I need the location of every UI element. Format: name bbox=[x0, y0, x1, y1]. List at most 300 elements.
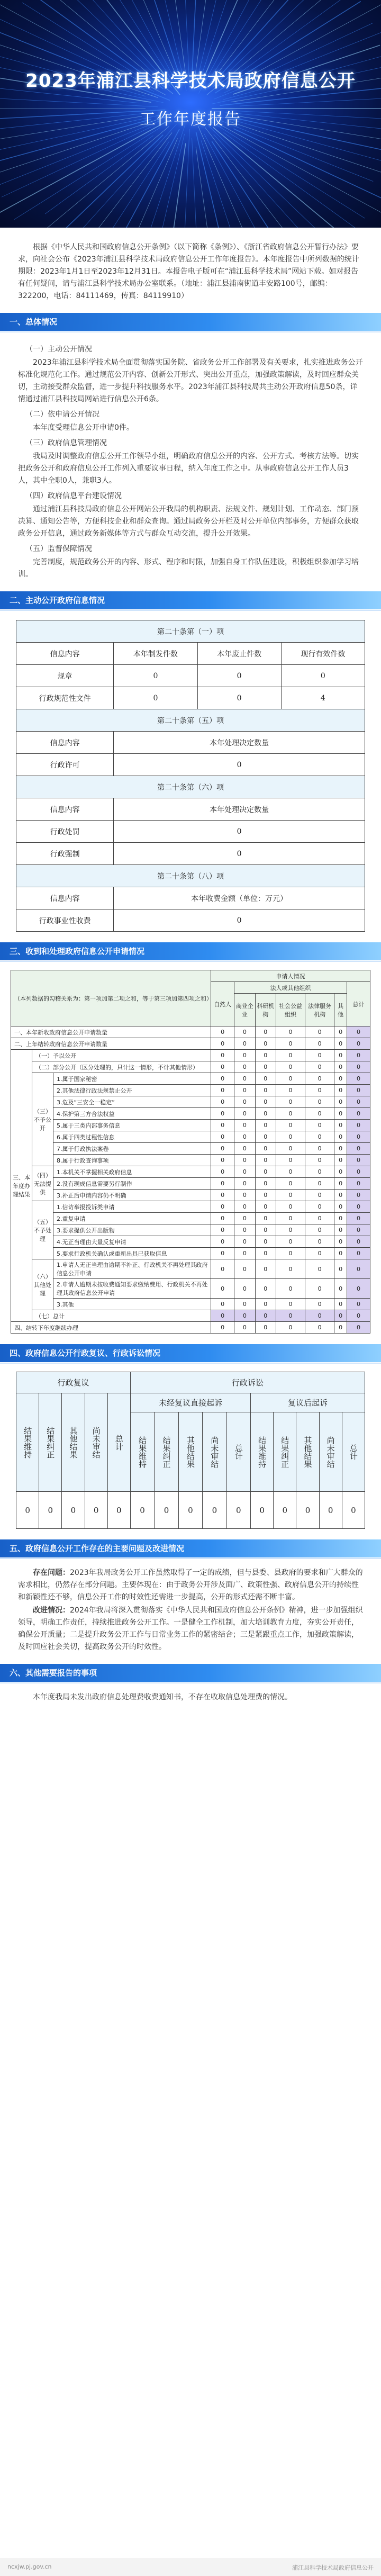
table-cell: 0 bbox=[234, 1166, 255, 1178]
column-header: 总计 bbox=[226, 1412, 250, 1492]
table-heading: 第二十条第（五）项 bbox=[16, 709, 365, 732]
column-header: 复议后起诉 bbox=[251, 1393, 365, 1412]
column-header: 本年处理决定数量 bbox=[114, 732, 365, 754]
section-title-other: 六、其他需要报告的事项 bbox=[0, 1664, 381, 1682]
light-ray bbox=[82, 132, 172, 228]
group-label: （四）无法提供 bbox=[32, 1166, 53, 1201]
table-cell: 0 bbox=[305, 1143, 334, 1155]
table-cell: 0 bbox=[305, 1248, 334, 1259]
table-cell: 0 bbox=[211, 1131, 234, 1143]
table-row bbox=[11, 1073, 370, 1085]
light-ray bbox=[214, 134, 310, 228]
row-label: 行政强制 bbox=[16, 843, 114, 865]
column-header: 其他结果 bbox=[178, 1412, 202, 1492]
footer-org: 浦江县科学技术局政府信息公开 bbox=[292, 2564, 374, 2571]
column-header: 其他 bbox=[334, 994, 347, 1026]
table-cell: 0 bbox=[255, 1155, 276, 1166]
table-cell: 0 bbox=[234, 1085, 255, 1096]
table-heading: 第二十条第（八）项 bbox=[16, 865, 365, 887]
table-cell: 0 bbox=[211, 1166, 234, 1178]
column-header: 结果维持 bbox=[251, 1412, 274, 1492]
table-cell: 0 bbox=[305, 1038, 334, 1050]
table-cell: 0 bbox=[234, 1213, 255, 1224]
table-cell: 0 bbox=[305, 1178, 334, 1190]
problems-lead: 存在问题： bbox=[33, 1569, 70, 1577]
column-header: 其他结果 bbox=[62, 1393, 85, 1492]
column-header: 现行有效件数 bbox=[281, 643, 365, 665]
table-cell: 0 bbox=[305, 1236, 334, 1248]
table-cell: 0 bbox=[234, 1096, 255, 1108]
table-cell: 0 bbox=[276, 1096, 305, 1108]
column-header: 本年处理决定数量 bbox=[114, 798, 365, 821]
table-cell: 0 bbox=[211, 1050, 234, 1061]
overview-paragraph: 通过浦江县科技局政府信息公开网站公开我局的机构职责、法规文件、规划计划、工作动态、部门预决算、通知公告等，方便科技企业和群众查询。通过局政务公开栏及时公开单位内部事务，方便群众获取政务公开信息，通过政务新媒体等方式与群众互动交流，提升公开效果。 bbox=[18, 505, 359, 538]
table-cell: 0 bbox=[211, 1322, 234, 1334]
table-cell: 0 bbox=[211, 1026, 234, 1038]
column-header: 结果维持 bbox=[16, 1393, 39, 1492]
table-cell: 0 bbox=[347, 1166, 370, 1178]
table-cell: 0 bbox=[334, 1201, 347, 1213]
table-cell: 0 bbox=[305, 1213, 334, 1224]
table-row bbox=[11, 1143, 370, 1155]
table-cell: 0 bbox=[305, 1073, 334, 1085]
column-header: 结果纠正 bbox=[155, 1412, 178, 1492]
table-cell: 0 bbox=[305, 1050, 334, 1061]
row-label: 1.本机关不掌握相关政府信息 bbox=[53, 1166, 211, 1178]
table-cell: 0 bbox=[347, 1050, 370, 1061]
section-title-applications: 三、收到和处理政府信息公开申请情况 bbox=[0, 942, 381, 960]
table-cell: 0 bbox=[334, 1143, 347, 1155]
table-cell: 0 bbox=[211, 1224, 234, 1236]
table-cell: 0 bbox=[347, 1299, 370, 1310]
problems-body bbox=[0, 1557, 381, 1653]
table-row bbox=[11, 1155, 370, 1166]
table-cell: 0 bbox=[114, 665, 197, 687]
table-row bbox=[11, 1190, 370, 1201]
table-cell: 0 bbox=[347, 1085, 370, 1096]
row-label: 3.其他 bbox=[53, 1299, 211, 1310]
table-cell: 0 bbox=[347, 1201, 370, 1213]
table-cell: 0 bbox=[334, 1108, 347, 1120]
section-overview bbox=[0, 313, 381, 581]
table-cell: 0 bbox=[211, 1120, 234, 1131]
row-label: 3.补正后申请内容仍不明确 bbox=[53, 1190, 211, 1201]
table-cell: 0 bbox=[39, 1492, 62, 1529]
table-row bbox=[11, 1131, 370, 1143]
table-cell: 0 bbox=[234, 1178, 255, 1190]
table-cell: 0 bbox=[305, 1120, 334, 1131]
row-label: 2.重复申请 bbox=[53, 1213, 211, 1224]
table-cell: 0 bbox=[234, 1026, 255, 1038]
table-row bbox=[16, 665, 365, 687]
overview-subheading: （五）监督保障情况 bbox=[25, 545, 92, 553]
table-cell: 0 bbox=[347, 1038, 370, 1050]
table-cell: 0 bbox=[255, 1248, 276, 1259]
light-ray bbox=[32, 127, 169, 228]
overview-paragraph: 2023年浦江县科学技术局全面贯彻落实国务院、省政务公开工作部署及有关要求，扎实推进政务公开标准化规范化工作。通过规范公开内容、创新公开形式、突出公开重点，加强政策解读，及时回应群众关切，主动接受群众监督，进一步提升科技服务水平。2023年浦江县科技局共主动公开政府信息50条，详情通过浦江县科技局网站进行信息公开6条。 bbox=[18, 358, 363, 403]
table-cell: 0 bbox=[305, 1026, 334, 1038]
table-cell: 0 bbox=[274, 1492, 296, 1529]
table-cell: 0 bbox=[334, 1178, 347, 1190]
table-cell: 0 bbox=[234, 1310, 255, 1322]
table-row bbox=[16, 909, 365, 932]
table-cell: 0 bbox=[114, 909, 365, 932]
page-subtitle: 工作年度报告 bbox=[140, 110, 241, 129]
table-cell: 0 bbox=[334, 1061, 347, 1073]
table-cell: 0 bbox=[334, 1279, 347, 1299]
row-label: 8.属于行政查询事项 bbox=[53, 1155, 211, 1166]
table-cell: 0 bbox=[226, 1492, 250, 1529]
table-cell: 0 bbox=[276, 1322, 305, 1334]
table-cell: 0 bbox=[211, 1213, 234, 1224]
table-cell: 0 bbox=[234, 1201, 255, 1213]
row-label: 1.属于国家秘密 bbox=[53, 1073, 211, 1085]
column-header: 信息内容 bbox=[16, 643, 114, 665]
column-header: 法人或其他组织 bbox=[234, 982, 347, 994]
table-cell: 0 bbox=[211, 1061, 234, 1073]
footer-site: ncxjw.pj.gov.cn bbox=[7, 2563, 52, 2570]
table-heading: 第二十条第（六）项 bbox=[16, 776, 365, 798]
table-cell: 0 bbox=[305, 1259, 334, 1279]
row-label: 行政许可 bbox=[16, 754, 114, 776]
light-ray bbox=[80, 142, 169, 228]
column-header: 本年制发件数 bbox=[114, 643, 197, 665]
table-cell: 0 bbox=[334, 1026, 347, 1038]
column-header: 结果纠正 bbox=[39, 1393, 62, 1492]
table-row bbox=[11, 1259, 370, 1279]
table-cell: 0 bbox=[255, 1178, 276, 1190]
row-label: 5.要求行政机关确认或重新出具已获取信息 bbox=[53, 1248, 211, 1259]
column-header: 信息内容 bbox=[16, 732, 114, 754]
table-cell: 0 bbox=[255, 1224, 276, 1236]
table-cell: 0 bbox=[276, 1279, 305, 1299]
table-cell: 0 bbox=[296, 1492, 319, 1529]
column-header: 本年收费金额（单位：万元） bbox=[114, 887, 365, 909]
table-cell: 0 bbox=[334, 1155, 347, 1166]
table-cell: 0 bbox=[16, 1492, 39, 1529]
light-ray bbox=[212, 141, 280, 228]
problems-lead: 改进情况： bbox=[33, 1606, 70, 1615]
table-cell: 0 bbox=[347, 1248, 370, 1259]
table-cell: 0 bbox=[197, 665, 281, 687]
table-cell: 0 bbox=[211, 1155, 234, 1166]
table-cell: 0 bbox=[114, 687, 197, 709]
table-cell: 0 bbox=[211, 1310, 234, 1322]
column-header: 总计 bbox=[342, 1412, 365, 1492]
light-ray bbox=[0, 121, 168, 222]
table-cell: 0 bbox=[85, 1492, 107, 1529]
light-ray bbox=[233, 129, 381, 202]
column-header: 总计 bbox=[107, 1393, 130, 1492]
column-header: 行政诉讼 bbox=[130, 1372, 365, 1393]
table-cell: 0 bbox=[334, 1190, 347, 1201]
table-cell: 0 bbox=[276, 1201, 305, 1213]
column-header: 结果维持 bbox=[130, 1412, 154, 1492]
table-cell: 0 bbox=[281, 665, 365, 687]
table-cell: 0 bbox=[347, 1213, 370, 1224]
row-label: 行政事业性收费 bbox=[16, 909, 114, 932]
column-header: 本年废止件数 bbox=[197, 643, 281, 665]
light-ray bbox=[192, 138, 199, 228]
table-cell: 0 bbox=[255, 1131, 276, 1143]
table-row bbox=[11, 1213, 370, 1224]
table-row bbox=[11, 1038, 370, 1050]
table-cell: 0 bbox=[334, 1050, 347, 1061]
table-cell: 0 bbox=[347, 1108, 370, 1120]
column-header: 科研机构 bbox=[255, 994, 276, 1026]
table-cell: 0 bbox=[276, 1166, 305, 1178]
table-cell: 0 bbox=[347, 1178, 370, 1190]
row-label: 一、本年新收政府信息公开申请数量 bbox=[11, 1026, 211, 1038]
row-label: 二、上年结转政府信息公开申请数量 bbox=[11, 1038, 211, 1050]
table-cell: 0 bbox=[234, 1259, 255, 1279]
table-row bbox=[11, 1050, 370, 1061]
table-cell: 0 bbox=[305, 1279, 334, 1299]
table-cell: 0 bbox=[211, 1248, 234, 1259]
table-heading: 第二十条第（一）项 bbox=[16, 620, 365, 643]
problems-paragraph bbox=[18, 1605, 363, 1653]
row-label: 7.属于行政执法案卷 bbox=[53, 1143, 211, 1155]
other-paragraph: 本年度我局未发出政府信息处理费收费通知书，不存在收取信息处理费的情况。 bbox=[33, 1693, 292, 1701]
problems-text: 2024年我局将深入贯彻落实《中华人民共和国政府信息公开条例》精神，进一步加强组织领导，明确工作责任，持续推进政务公开工作。一是健全工作机制，加大培训教育力度，夯实公开责任，确保公开质量；二是提升政务公开工作与日常业务工作的紧密结合；三是紧跟重点工作，加强政策解读，及时回应社会关切，提高政务公开的时效性。 bbox=[18, 1606, 363, 1651]
table-cell: 0 bbox=[347, 1224, 370, 1236]
table-cell: 0 bbox=[276, 1178, 305, 1190]
row-label: 5.属于三类内部事务信息 bbox=[53, 1120, 211, 1131]
table-cell: 0 bbox=[255, 1310, 276, 1322]
table-cell: 0 bbox=[255, 1108, 276, 1120]
table-cell: 0 bbox=[305, 1108, 334, 1120]
section-problems bbox=[0, 1539, 381, 1653]
light-ray bbox=[168, 0, 186, 76]
row-label: 4.保护第三方合法权益 bbox=[53, 1108, 211, 1120]
table-cell: 0 bbox=[211, 1259, 234, 1279]
table-cell: 0 bbox=[255, 1190, 276, 1201]
overview-paragraph: 完善制度，规范政务公开的内容、形式、程序和时限，加强自身工作队伍建设，积极组织参加学习培训。 bbox=[18, 558, 359, 579]
group-label: （六）其他处理 bbox=[32, 1259, 53, 1310]
table-cell: 0 bbox=[234, 1120, 255, 1131]
column-header: 尚未审结 bbox=[319, 1412, 342, 1492]
column-header: 商业企业 bbox=[234, 994, 255, 1026]
column-header: 申请人情况 bbox=[211, 970, 370, 982]
row-label: 2.没有现成信息需要另行制作 bbox=[53, 1178, 211, 1190]
table-cell: 0 bbox=[211, 1236, 234, 1248]
table-cell: 0 bbox=[255, 1073, 276, 1085]
table-cell: 0 bbox=[347, 1026, 370, 1038]
table-cell: 0 bbox=[234, 1131, 255, 1143]
table-row bbox=[11, 1166, 370, 1178]
table-row bbox=[16, 1492, 365, 1529]
light-ray bbox=[2, 127, 151, 197]
table-row bbox=[11, 1248, 370, 1259]
table-row bbox=[11, 1096, 370, 1108]
row-label: 四、结转下年度继续办理 bbox=[11, 1322, 211, 1334]
table-cell: 0 bbox=[255, 1279, 276, 1299]
table-cell: 4 bbox=[281, 687, 365, 709]
light-ray bbox=[202, 0, 244, 75]
column-header: 结果纠正 bbox=[274, 1412, 296, 1492]
table-cell: 0 bbox=[305, 1201, 334, 1213]
table-cell: 0 bbox=[114, 821, 365, 843]
overview-paragraph: 我局及时调整政府信息公开工作领导小组，明确政府信息公开的内容、公开方式、考核方法等。切实把政务公开和政府信息公开工作列入重要议事日程，纳入年度工作之中。从事政府信息公开工作人员3人，其中全职0人，兼职3人。 bbox=[18, 452, 359, 485]
table-row bbox=[11, 1178, 370, 1190]
applications-table bbox=[11, 970, 370, 1334]
table-cell: 0 bbox=[276, 1073, 305, 1085]
overview-subheading: （三）政府信息管理情况 bbox=[25, 439, 107, 447]
table-row bbox=[11, 1108, 370, 1120]
table-row bbox=[11, 1310, 370, 1322]
table-cell: 0 bbox=[305, 1131, 334, 1143]
table-cell: 0 bbox=[234, 1224, 255, 1236]
overview-body bbox=[0, 331, 381, 581]
column-header: 尚未审结 bbox=[85, 1393, 107, 1492]
table-cell: 0 bbox=[211, 1279, 234, 1299]
table-cell: 0 bbox=[155, 1492, 178, 1529]
section-review-litigation bbox=[0, 1344, 381, 1529]
table-cell: 0 bbox=[255, 1236, 276, 1248]
table-cell: 0 bbox=[305, 1190, 334, 1201]
group-label: 三、本年度办理结果 bbox=[11, 1050, 32, 1322]
table-cell: 0 bbox=[276, 1259, 305, 1279]
section-title-active-disclosure: 二、主动公开政府信息情况 bbox=[0, 591, 381, 609]
table-cell: 0 bbox=[305, 1155, 334, 1166]
table-cell: 0 bbox=[234, 1279, 255, 1299]
row-label: 3.危及“三安全一稳定” bbox=[53, 1096, 211, 1108]
problems-paragraph bbox=[18, 1567, 363, 1604]
table-cell: 0 bbox=[203, 1492, 226, 1529]
table-cell: 0 bbox=[347, 1073, 370, 1085]
table-cell: 0 bbox=[334, 1131, 347, 1143]
table-row bbox=[16, 843, 365, 865]
table-cell: 0 bbox=[305, 1166, 334, 1178]
table-cell: 0 bbox=[255, 1120, 276, 1131]
table-row bbox=[11, 1236, 370, 1248]
row-label: 规章 bbox=[16, 665, 114, 687]
table-cell: 0 bbox=[342, 1492, 365, 1529]
table-cell: 0 bbox=[305, 1096, 334, 1108]
table-cell: 0 bbox=[334, 1236, 347, 1248]
table-row bbox=[11, 1224, 370, 1236]
light-ray bbox=[0, 97, 158, 107]
active-disclosure-table bbox=[16, 620, 365, 932]
row-label: 2.其他法律行政法规禁止公开 bbox=[53, 1085, 211, 1096]
group-label: （三）不予公开 bbox=[32, 1073, 53, 1166]
table-cell: 0 bbox=[334, 1248, 347, 1259]
table-cell: 0 bbox=[178, 1492, 202, 1529]
table-cell: 0 bbox=[347, 1131, 370, 1143]
table-cell: 0 bbox=[276, 1050, 305, 1061]
table-row bbox=[16, 754, 365, 776]
table-cell: 0 bbox=[334, 1299, 347, 1310]
table-cell: 0 bbox=[305, 1310, 334, 1322]
table-cell: 0 bbox=[234, 1322, 255, 1334]
row-label: （七）总计 bbox=[32, 1310, 211, 1322]
row-label: （二）部分公开（区分处理的，只计这一情形，不计其他情形） bbox=[32, 1061, 211, 1073]
column-header: 社会公益组织 bbox=[276, 994, 305, 1026]
table-cell: 0 bbox=[211, 1201, 234, 1213]
table-cell: 0 bbox=[347, 1259, 370, 1279]
table-cell: 0 bbox=[255, 1038, 276, 1050]
table-cell: 0 bbox=[276, 1213, 305, 1224]
review-litigation-table bbox=[16, 1372, 365, 1529]
light-ray bbox=[45, 136, 153, 214]
table-cell: 0 bbox=[334, 1310, 347, 1322]
column-header: 信息内容 bbox=[16, 798, 114, 821]
table-cell: 0 bbox=[305, 1061, 334, 1073]
table-row bbox=[16, 687, 365, 709]
table-row bbox=[11, 1322, 370, 1334]
table-cell: 0 bbox=[255, 1050, 276, 1061]
table-cell: 0 bbox=[276, 1155, 305, 1166]
table-row bbox=[11, 1201, 370, 1213]
section-title-problems: 五、政府信息公开工作存在的主要问题及改进情况 bbox=[0, 1539, 381, 1557]
table-cell: 0 bbox=[234, 1050, 255, 1061]
table-cell: 0 bbox=[255, 1026, 276, 1038]
table-cell: 0 bbox=[276, 1143, 305, 1155]
table-cell: 0 bbox=[276, 1236, 305, 1248]
table-cell: 0 bbox=[334, 1120, 347, 1131]
section-title-overview: 一、总体情况 bbox=[0, 313, 381, 331]
column-header: 未经复议直接起诉 bbox=[130, 1393, 250, 1412]
table-cell: 0 bbox=[347, 1061, 370, 1073]
table-cell: 0 bbox=[234, 1248, 255, 1259]
table-cell: 0 bbox=[211, 1178, 234, 1190]
light-ray bbox=[166, 143, 186, 228]
table-cell: 0 bbox=[276, 1120, 305, 1131]
row-label: 4.无正当理由大量反复申请 bbox=[53, 1236, 211, 1248]
column-header: 信息内容 bbox=[16, 887, 114, 909]
table-cell: 0 bbox=[305, 1299, 334, 1310]
table-cell: 0 bbox=[211, 1073, 234, 1085]
table-cell: 0 bbox=[334, 1224, 347, 1236]
table-cell: 0 bbox=[62, 1492, 85, 1529]
table-cell: 0 bbox=[347, 1155, 370, 1166]
table-row bbox=[11, 1279, 370, 1299]
table-cell: 0 bbox=[276, 1026, 305, 1038]
overview-paragraph: 本年度受理信息公开申请0件。 bbox=[33, 424, 134, 432]
table-cell: 0 bbox=[255, 1322, 276, 1334]
overview-subheading: （二）依申请公开情况 bbox=[25, 410, 99, 419]
table-cell: 0 bbox=[255, 1096, 276, 1108]
table-cell: 0 bbox=[211, 1096, 234, 1108]
table-cell: 0 bbox=[334, 1096, 347, 1108]
table-cell: 0 bbox=[276, 1299, 305, 1310]
table-row bbox=[11, 1026, 370, 1038]
page-footer bbox=[0, 2558, 381, 2576]
table-cell: 0 bbox=[305, 1322, 334, 1334]
table-cell: 0 bbox=[276, 1224, 305, 1236]
column-header: 自然人 bbox=[211, 982, 234, 1026]
table-cell: 0 bbox=[255, 1166, 276, 1178]
table-cell: 0 bbox=[347, 1310, 370, 1322]
light-ray bbox=[61, 135, 163, 228]
table-cell: 0 bbox=[334, 1213, 347, 1224]
table-cell: 0 bbox=[255, 1143, 276, 1155]
light-ray bbox=[196, 147, 213, 228]
intro-paragraph: 根据《中华人民共和国政府信息公开条例》（以下简称《条例》）、《浙江省政府信息公开暂行办法》要求，向社会公布《2023年浦江县科学技术局政府信息公开工作年度报告》。本年度报告中所列数据的统计期限：2023年1月1日至2023年12月31日。本报告电子版可在“浦江县科学技术局”网站下载。如对报告有任何疑问，请与浦江县科学技术局办公室联系。（地址：浦江县浦南街道丰安路100号，邮编：322200，电话：84111469，传真：84119910） bbox=[18, 243, 359, 300]
row-label: 行政处罚 bbox=[16, 821, 114, 843]
table-cell: 0 bbox=[334, 1073, 347, 1085]
table-cell: 0 bbox=[276, 1248, 305, 1259]
table-cell: 0 bbox=[255, 1299, 276, 1310]
table-cell: 0 bbox=[130, 1492, 154, 1529]
table-cell: 0 bbox=[211, 1108, 234, 1120]
table-cell: 0 bbox=[234, 1143, 255, 1155]
table-cell: 0 bbox=[347, 1120, 370, 1131]
problems-text: 2023年我局政务公开工作虽然取得了一定的成绩，但与县委、县政府的要求和广大群众的需求相比，仍然存在部分问题。主要体现在：由于政务公开涉及面广、政策性强、政府信息公开的持续性和新颖性还不够，信息公开工作的时效性还需进一步提高，公开的形式还需不断丰富。 bbox=[18, 1569, 363, 1601]
table-cell: 0 bbox=[276, 1085, 305, 1096]
table-cell: 0 bbox=[255, 1213, 276, 1224]
table-cell: 0 bbox=[276, 1038, 305, 1050]
